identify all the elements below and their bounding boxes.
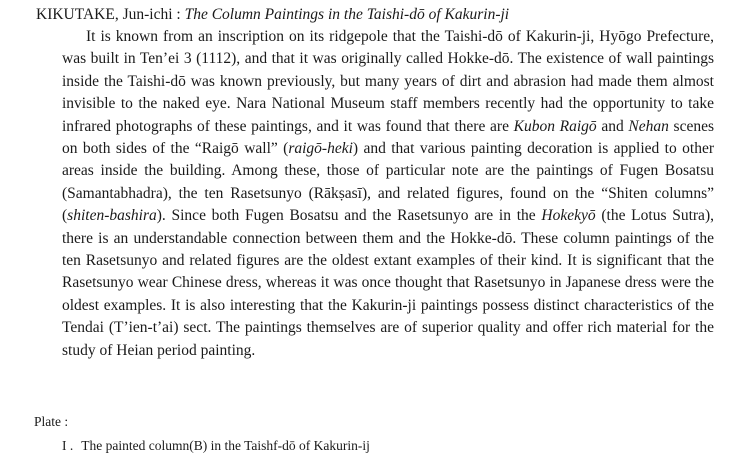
- body-segment-italic: Kubon Raigō: [513, 117, 597, 135]
- plate-label: Plate :: [34, 414, 69, 429]
- body-segment-italic: Hokekyō: [541, 207, 596, 225]
- body-segment: and: [596, 117, 629, 135]
- article-body: [62, 26, 714, 362]
- plate-caption: The painted column(B) in the Taishf-dō of Kakurin-ij: [81, 438, 370, 453]
- body-segment-italic: Nehan: [628, 117, 669, 135]
- article-heading: [36, 4, 509, 26]
- body-segment: ). Since both Fugen Bosatsu and the Rasetsunyo are in the: [156, 207, 542, 225]
- plate-item: [62, 436, 370, 456]
- body-segment-italic: shiten-bashira: [67, 207, 157, 225]
- body-segment: (the Lotus Sutra), there is an understandable connection between them and the Hokke-dō. These column paintings of the ten Rasetsunyo and related figures are the oldest extant examples of their kind. It is significant that the Rasetsunyo wear Chinese dress, whereas it was once thought that Rasetsunyo in Japanese dress were the oldest examples. It is also interesting that the Kakurin-ji paintings possess distinct characteristics of the Tendai (T’ien-t’ai) sect. The paintings themselves are of superior quality and offer rich material for the study of Heian period painting.: [62, 207, 714, 359]
- body-segment: ) and that various painting decoration is applied to other areas inside the building. Among these, those of particular note are the paintings of Fugen Bosatsu (Samantabhadra), the ten Rasetsunyo (Rākṣasī), and related figures, found on the “Shiten columns” (: [62, 140, 714, 225]
- author-name: KIKUTAKE, Jun-ichi :: [36, 6, 181, 23]
- body-segment-italic: raigō-heki: [288, 140, 353, 158]
- plate-number: I .: [62, 438, 74, 453]
- body-segment: It is known from an inscription on its ridgepole that the Taishi-dō of Kakurin-ji, Hyōgo Prefecture, was built in Ten’ei 3 (1112), and that it was originally called Hokke-dō. The existence of wall paintings inside the Taishi-dō was known previously, but many years of dirt and abrasion had made them almost invisible to the naked eye. Nara National Museum staff members recently had the opportunity to take infrared photographs of these paintings, and it was found that there are: [62, 28, 714, 135]
- body-segment: scenes on both sides of the “Raigō wall” (: [62, 117, 715, 158]
- article-title: The Column Paintings in the Taishi-dō of Kakurin-ji: [184, 6, 510, 23]
